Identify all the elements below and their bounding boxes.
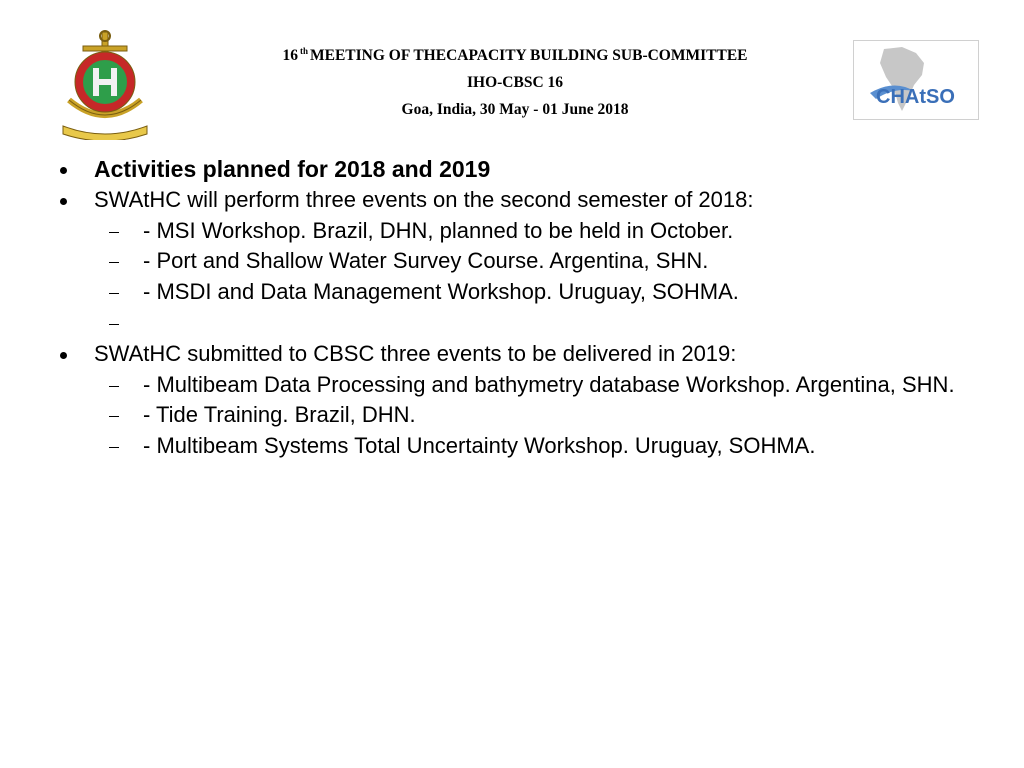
list-item bbox=[55, 370, 995, 401]
dash-icon bbox=[109, 416, 119, 417]
list-item bbox=[55, 431, 995, 462]
list-item bbox=[55, 308, 995, 339]
meeting-title: 16 $^{th}$ MEETING OF THECAPACITY BUILDING SUB-COMMITTEE bbox=[282, 46, 748, 64]
list-item bbox=[55, 216, 995, 247]
section1-intro: SWAtHC will perform three events on the second semester of 2018: bbox=[94, 186, 754, 212]
svg-text:CHAtSO: CHAtSO bbox=[876, 86, 955, 108]
section2-item: - Tide Training. Brazil, DHN. bbox=[143, 402, 416, 428]
section1-item: - MSDI and Data Management Workshop. Uruguay, SOHMA. bbox=[143, 279, 739, 305]
meeting-location-date: Goa, India, 30 May - 01 June 2018 bbox=[401, 101, 629, 118]
section1-item: - MSI Workshop. Brazil, DHN, planned to be held in October. bbox=[143, 217, 734, 243]
bullet-icon bbox=[60, 352, 67, 359]
section2-intro: SWAtHC submitted to CBSC three events to be delivered in 2019: bbox=[94, 340, 737, 366]
chatso-emblem-icon bbox=[854, 41, 978, 119]
slide-content bbox=[55, 154, 995, 462]
heading-text: Activities planned for 2018 and 2019 bbox=[94, 156, 491, 182]
section1-item: - Port and Shallow Water Survey Course. Argentina, SHN. bbox=[143, 248, 709, 274]
bullet-icon bbox=[60, 198, 67, 205]
dash-icon bbox=[109, 447, 119, 448]
dash-icon bbox=[109, 293, 119, 294]
section2-item: - Multibeam Systems Total Uncertainty Workshop. Uruguay, SOHMA. bbox=[143, 433, 816, 459]
dash-icon bbox=[109, 386, 119, 387]
chatso-logo bbox=[853, 40, 979, 120]
list-item bbox=[55, 400, 995, 431]
meeting-header bbox=[200, 38, 830, 123]
list-item bbox=[55, 185, 995, 216]
dash-icon bbox=[109, 324, 119, 325]
dash-icon bbox=[109, 262, 119, 263]
dash-icon bbox=[109, 232, 119, 233]
bullet-icon bbox=[60, 167, 67, 174]
section1-item bbox=[143, 310, 149, 335]
section2-item: - Multibeam Data Processing and bathymetry database Workshop. Argentina, SHN. bbox=[143, 371, 955, 397]
list-item bbox=[55, 277, 995, 308]
iho-logo bbox=[55, 30, 155, 140]
list-item bbox=[55, 246, 995, 277]
list-item bbox=[55, 339, 995, 370]
heading-item bbox=[55, 154, 995, 185]
meeting-code: IHO-CBSC 16 bbox=[466, 74, 564, 91]
